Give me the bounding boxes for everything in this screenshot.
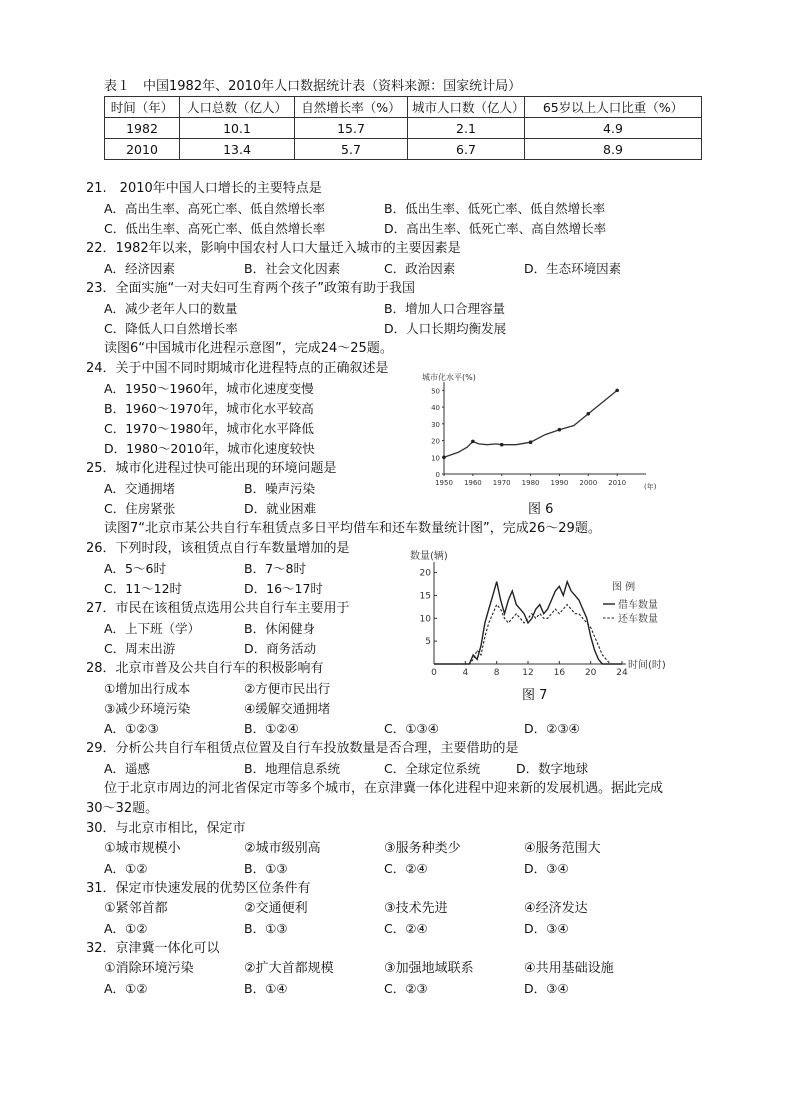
figure-6-urbanization-chart [420, 368, 670, 496]
question-29-option-a: A．遥感 [104, 761, 151, 776]
fig6-data-point [529, 440, 533, 444]
question-28-item-4: ④缓解交通拥堵 [244, 701, 331, 716]
fig7-xlabel: 时间(时) [628, 660, 666, 671]
fig7-x-tick-label: 12 [522, 668, 534, 676]
question-28-option-c: C．①③④ [384, 721, 439, 736]
question-32-option-b: B．①④ [244, 981, 288, 996]
question-28-option-b: B．①②④ [244, 721, 299, 736]
fig7-legend-title: 图 例 [612, 582, 636, 593]
fig6-x-tick-label: 1970 [492, 479, 511, 487]
question-30-item-2: ②城市级别高 [244, 841, 321, 856]
question-27-option-d: D．商务活动 [244, 641, 317, 656]
fig6-y-tick-label: 10 [431, 454, 440, 463]
table-cell: 4.9 [525, 118, 702, 139]
table-header-cell: 城市人口数（亿人） [408, 97, 525, 118]
table-header-row [105, 97, 702, 118]
fig7-x-tick-label: 20 [584, 668, 597, 676]
fig6-y-tick-label: 30 [431, 420, 440, 429]
question-31-item-3: ③技术先进 [384, 901, 448, 916]
table-cell: 15.7 [295, 118, 408, 139]
question-23-option-a: A．减少老年人口的数量 [104, 301, 238, 316]
question-29-stem: 29．分析公共自行车租赁点位置及自行车投放数量是否合理，主要借助的是 [86, 741, 519, 756]
question-31-option-c: C．②④ [384, 921, 428, 936]
table-cell: 1982 [105, 118, 180, 139]
fig7-ylabel: 数量(辆) [410, 551, 448, 562]
fig7-y-tick-label: 20 [419, 568, 431, 579]
fig6-data-point [500, 443, 504, 447]
fig6-y-tick-label: 0 [435, 471, 440, 479]
fig6-data-point [586, 412, 590, 416]
question-32-item-2: ②扩大首都规模 [244, 961, 334, 976]
question-25-option-a: A．交通拥堵 [104, 481, 176, 496]
table-cell: 8.9 [525, 139, 702, 160]
table-header-cell: 自然增长率（%） [295, 97, 408, 118]
fig7-legend-borrow: 借车数量 [618, 600, 658, 611]
question-30-item-1: ①城市规模小 [104, 841, 181, 856]
fig6-xlabel: (年) [644, 483, 657, 491]
question-31-option-a: A．①② [104, 921, 148, 936]
fig6-ylabel: 城市化水平(%) [422, 373, 476, 382]
question-30-item-4: ④服务范围大 [524, 841, 601, 856]
question-31-stem: 31．保定市快速发展的优势区位条件有 [86, 881, 311, 896]
question-22-option-a: A．经济因素 [104, 261, 176, 276]
passage-line-1: 位于北京市周边的河北省保定市等多个城市，在京津冀一体化进程中迎来新的发展机遇。据此完成 [104, 781, 664, 796]
question-27-option-a: A．上下班（学） [104, 621, 201, 636]
question-32-option-c: C．②③ [384, 981, 428, 996]
figure-7-bike-rental-chart [400, 546, 690, 676]
fig6-data-point [442, 455, 446, 459]
passage-line-2: 30～32题。 [86, 801, 159, 816]
question-31-option-b: B．①③ [244, 921, 288, 936]
question-29-option-d: D．数字地球 [516, 761, 589, 776]
question-24-option-d: D．1980～2010年，城市化速度较快 [104, 441, 315, 456]
table-row [105, 118, 702, 139]
question-31-option-d: D．③④ [524, 921, 569, 936]
fig7-y-tick-label: 15 [419, 591, 431, 602]
fig6-x-tick-label: 1950 [435, 479, 453, 487]
figure-7-title: 图 7 [522, 688, 548, 703]
question-25-option-b: B．噪声污染 [244, 481, 316, 496]
fig6-y-tick-label: 50 [431, 387, 440, 396]
question-22-stem: 22．1982年以来，影响中国农村人口大量迁入城市的主要因素是 [86, 241, 461, 256]
question-28-item-3: ③减少环境污染 [104, 701, 191, 716]
question-26-option-d: D．16～17时 [244, 581, 323, 596]
question-28-item-1: ①增加出行成本 [104, 681, 191, 696]
question-30-option-a: A．①② [104, 861, 148, 876]
question-29-option-c: C．全球定位系统 [384, 761, 481, 776]
question-32-stem: 32．京津冀一体化可以 [86, 941, 220, 956]
population-table [104, 96, 702, 160]
question-28-item-2: ②方便市民出行 [244, 681, 331, 696]
question-24-option-b: B．1960～1970年，城市化水平较高 [104, 401, 314, 416]
question-27-option-b: B．休闲健身 [244, 621, 316, 636]
question-24-option-a: A．1950～1960年，城市化速度变慢 [104, 381, 314, 396]
question-22-option-b: B．社会文化因素 [244, 261, 341, 276]
question-30-stem: 30．与北京市相比，保定市 [86, 821, 246, 836]
fig6-data-point [558, 428, 562, 432]
question-30-option-d: D．③④ [524, 861, 569, 876]
question-28-option-d: D．②③④ [524, 721, 580, 736]
table-header-cell: 人口总数（亿人） [180, 97, 295, 118]
question-32-option-d: D．③④ [524, 981, 569, 996]
table-header-cell: 65岁以上人口比重（%） [525, 97, 702, 118]
question-32-item-1: ①消除环境污染 [104, 961, 194, 976]
question-28-stem: 28．北京市普及公共自行车的积极影响有 [86, 661, 324, 676]
fig7-series-borrow [434, 582, 622, 664]
fig6-x-tick-label: 2010 [608, 479, 627, 487]
question-32-item-3: ③加强地域联系 [384, 961, 474, 976]
question-27-option-c: C．周末出游 [104, 641, 176, 656]
table-cell: 2.1 [408, 118, 525, 139]
question-24-stem: 24．关于中国不同时期城市化进程特点的正确叙述是 [86, 361, 389, 376]
fig7-x-tick-label: 24 [616, 668, 628, 676]
question-26-option-a: A．5～6时 [104, 561, 166, 576]
question-26-option-c: C．11～12时 [104, 581, 183, 596]
table-row [105, 139, 702, 160]
question-25-option-d: D．就业困难 [244, 501, 317, 516]
question-31-item-2: ②交通便利 [244, 901, 308, 916]
question-25-option-c: C．住房紧张 [104, 501, 176, 516]
reading-instruction-fig7: 读图7“北京市某公共自行车租赁点多日平均借车和还车数量统计图”，完成26～29题。 [104, 521, 601, 536]
question-30-option-c: C．②④ [384, 861, 428, 876]
fig7-x-tick-label: 0 [431, 668, 437, 676]
question-32-option-a: A．①② [104, 981, 148, 996]
fig6-x-tick-label: 2000 [579, 479, 598, 487]
question-22-option-c: C．政治因素 [384, 261, 456, 276]
question-27-stem: 27．市民在该租赁点选用公共自行车主要用于 [86, 601, 350, 616]
table-header-cell: 时间（年） [105, 97, 180, 118]
fig6-data-point [471, 440, 475, 444]
question-23-option-d: D．人口长期均衡发展 [384, 321, 507, 336]
question-23-stem: 23．全面实施“一对夫妇可生育两个孩子”政策有助于我国 [86, 281, 416, 296]
table-caption: 表１ 中国1982年、2010年人口数据统计表（资料来源：国家统计局） [104, 79, 522, 94]
fig7-series-return [434, 605, 622, 664]
question-26-stem: 26．下列时段，该租赁点自行车数量增加的是 [86, 541, 350, 556]
question-31-item-4: ④经济发达 [524, 901, 588, 916]
fig7-y-tick-label: 10 [419, 614, 431, 625]
question-24-option-c: C．1970～1980年，城市化水平降低 [104, 421, 314, 436]
question-25-stem: 25．城市化进程过快可能出现的环境问题是 [86, 461, 337, 476]
fig6-y-tick-label: 40 [431, 404, 440, 413]
question-30-option-b: B．①③ [244, 861, 288, 876]
question-21-option-c: C．低出生率、高死亡率、低自然增长率 [104, 221, 326, 236]
fig6-series-line [444, 390, 617, 457]
table-cell: 13.4 [180, 139, 295, 160]
table-cell: 10.1 [180, 118, 295, 139]
question-22-option-d: D．生态环境因素 [524, 261, 622, 276]
fig6-data-point [615, 389, 619, 393]
question-23-option-c: C．降低人口自然增长率 [104, 321, 238, 336]
fig7-x-tick-label: 8 [493, 668, 500, 676]
question-21-stem: 21. 2010年中国人口增长的主要特点是 [86, 181, 322, 196]
question-21-option-d: D．高出生率、低死亡率、高自然增长率 [384, 221, 607, 236]
question-21-option-b: B．低出生率、低死亡率、低自然增长率 [384, 201, 606, 216]
fig7-legend-return: 还车数量 [618, 614, 658, 625]
question-26-option-b: B．7～8时 [244, 561, 306, 576]
question-30-item-3: ③服务种类少 [384, 841, 461, 856]
question-23-option-b: B．增加人口合理容量 [384, 301, 506, 316]
question-28-option-a: A．①②③ [104, 721, 159, 736]
fig7-x-tick-label: 4 [462, 668, 469, 676]
table-cell: 2010 [105, 139, 180, 160]
fig6-x-tick-label: 1980 [521, 479, 540, 487]
fig7-y-tick-label: 5 [425, 637, 431, 648]
table-cell: 5.7 [295, 139, 408, 160]
table-cell: 6.7 [408, 139, 525, 160]
fig6-x-tick-label: 1960 [463, 479, 482, 487]
question-32-item-4: ④共用基础设施 [524, 961, 614, 976]
fig6-y-tick-label: 20 [431, 437, 440, 446]
fig6-x-tick-label: 1990 [550, 479, 569, 487]
fig7-x-tick-label: 16 [553, 668, 566, 676]
question-29-option-b: B．地理信息系统 [244, 761, 341, 776]
question-21-option-a: A．高出生率、高死亡率、低自然增长率 [104, 201, 326, 216]
question-31-item-1: ①紧邻首都 [104, 901, 168, 916]
reading-instruction-fig6: 读图6“中国城市化进程示意图”，完成24～25题。 [104, 341, 393, 356]
figure-6-title: 图 6 [528, 502, 554, 517]
